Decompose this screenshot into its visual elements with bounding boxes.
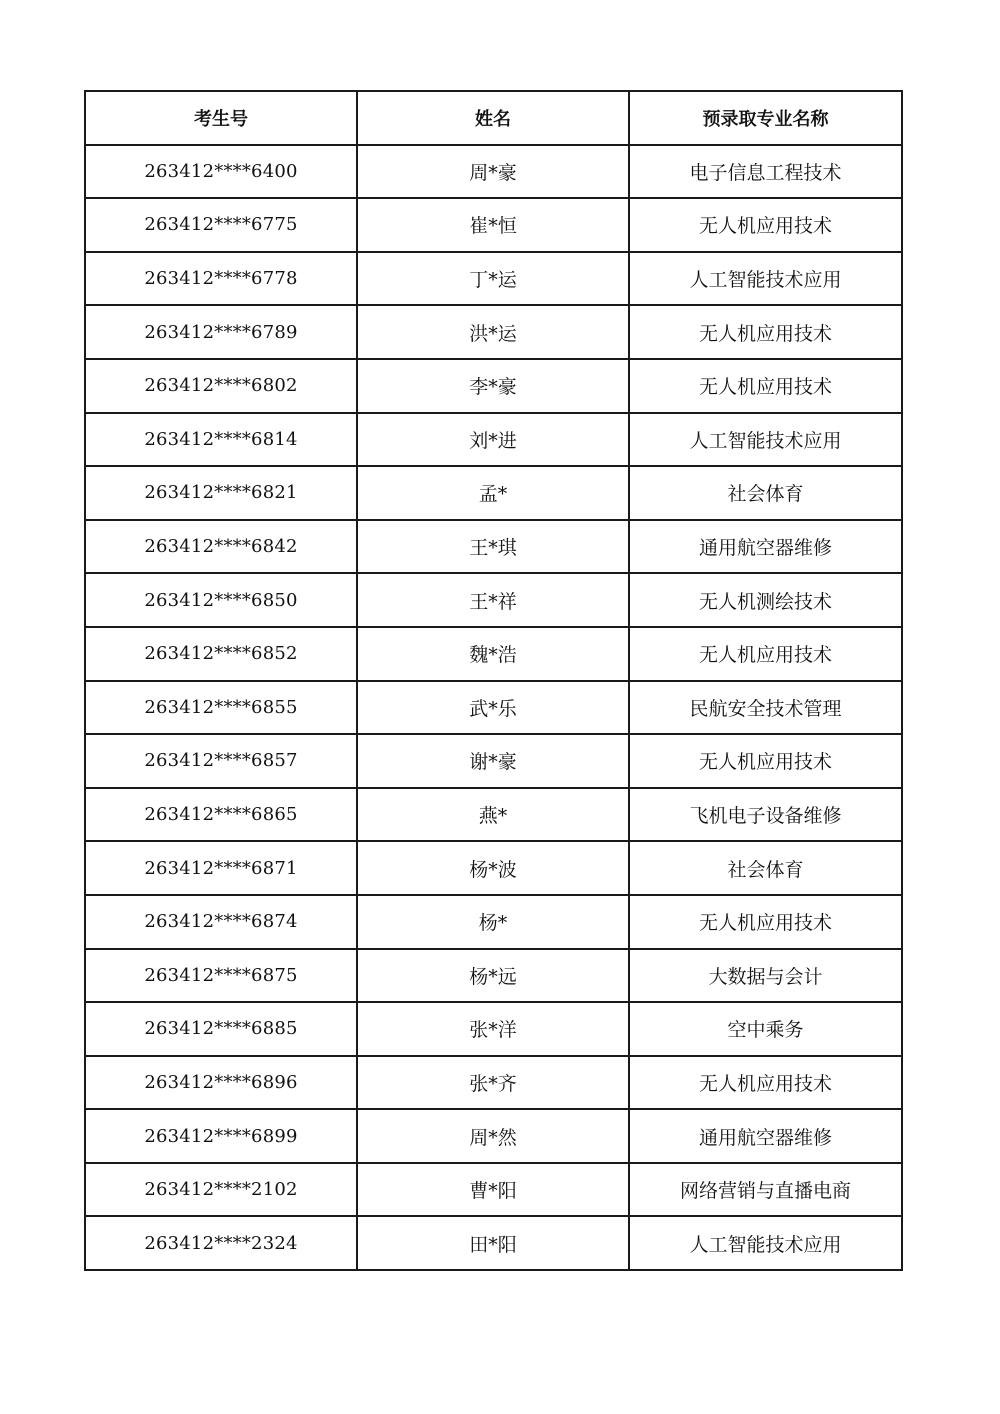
major-name-cell: 无人机应用技术	[629, 734, 902, 788]
table-row	[85, 734, 902, 788]
student-name-cell: 张*齐	[357, 1056, 629, 1110]
student-name-cell: 谢*豪	[357, 734, 629, 788]
major-name-cell: 网络营销与直播电商	[629, 1163, 902, 1217]
student-name-cell: 孟*	[357, 466, 629, 520]
exam-number-cell: 263412****6842	[85, 520, 357, 574]
major-name-cell: 无人机应用技术	[629, 359, 902, 413]
major-name-cell: 无人机测绘技术	[629, 573, 902, 627]
student-name-cell: 杨*	[357, 895, 629, 949]
exam-number-cell: 263412****6899	[85, 1109, 357, 1163]
exam-number-cell: 263412****6874	[85, 895, 357, 949]
major-name-cell: 飞机电子设备维修	[629, 788, 902, 842]
student-name-cell: 张*洋	[357, 1002, 629, 1056]
table-row	[85, 627, 902, 681]
exam-number-cell: 263412****6802	[85, 359, 357, 413]
student-name-cell: 洪*运	[357, 305, 629, 359]
table-row	[85, 573, 902, 627]
major-name-cell: 社会体育	[629, 841, 902, 895]
table-row	[85, 1216, 902, 1270]
student-name-cell: 周*然	[357, 1109, 629, 1163]
exam-number-cell: 263412****6850	[85, 573, 357, 627]
table-row	[85, 520, 902, 574]
exam-number-cell: 263412****6775	[85, 198, 357, 252]
student-name-cell: 李*豪	[357, 359, 629, 413]
exam-number-cell: 263412****6852	[85, 627, 357, 681]
student-name-cell: 田*阳	[357, 1216, 629, 1270]
table-row	[85, 145, 902, 199]
table-row	[85, 841, 902, 895]
student-name-cell: 曹*阳	[357, 1163, 629, 1217]
table-row	[85, 1002, 902, 1056]
table-row	[85, 252, 902, 306]
table-row	[85, 681, 902, 735]
exam-number-cell: 263412****6896	[85, 1056, 357, 1110]
exam-number-cell: 263412****6871	[85, 841, 357, 895]
exam-number-cell: 263412****6778	[85, 252, 357, 306]
table-row	[85, 466, 902, 520]
major-name-cell: 大数据与会计	[629, 949, 902, 1003]
table-row	[85, 895, 902, 949]
exam-number-cell: 263412****6789	[85, 305, 357, 359]
major-name-cell: 电子信息工程技术	[629, 145, 902, 199]
exam-number-cell: 263412****6865	[85, 788, 357, 842]
student-name-cell: 王*祥	[357, 573, 629, 627]
major-name-cell: 无人机应用技术	[629, 305, 902, 359]
header-major: 预录取专业名称	[629, 91, 902, 145]
table-row	[85, 305, 902, 359]
exam-number-cell: 263412****2324	[85, 1216, 357, 1270]
exam-number-cell: 263412****6814	[85, 413, 357, 467]
table-row	[85, 1056, 902, 1110]
student-name-cell: 刘*进	[357, 413, 629, 467]
exam-number-cell: 263412****6821	[85, 466, 357, 520]
major-name-cell: 社会体育	[629, 466, 902, 520]
major-name-cell: 人工智能技术应用	[629, 1216, 902, 1270]
table-row	[85, 359, 902, 413]
student-name-cell: 杨*波	[357, 841, 629, 895]
table-row	[85, 1163, 902, 1217]
major-name-cell: 民航安全技术管理	[629, 681, 902, 735]
student-name-cell: 魏*浩	[357, 627, 629, 681]
major-name-cell: 无人机应用技术	[629, 198, 902, 252]
major-name-cell: 人工智能技术应用	[629, 252, 902, 306]
table-body	[85, 145, 902, 1270]
student-name-cell: 丁*运	[357, 252, 629, 306]
student-name-cell: 周*豪	[357, 145, 629, 199]
table-header-row	[85, 91, 902, 145]
table-row	[85, 949, 902, 1003]
major-name-cell: 人工智能技术应用	[629, 413, 902, 467]
student-name-cell: 燕*	[357, 788, 629, 842]
student-name-cell: 崔*恒	[357, 198, 629, 252]
header-name: 姓名	[357, 91, 629, 145]
exam-number-cell: 263412****6400	[85, 145, 357, 199]
major-name-cell: 通用航空器维修	[629, 520, 902, 574]
table-row	[85, 1109, 902, 1163]
exam-number-cell: 263412****6855	[85, 681, 357, 735]
major-name-cell: 无人机应用技术	[629, 1056, 902, 1110]
exam-number-cell: 263412****6885	[85, 1002, 357, 1056]
student-name-cell: 杨*远	[357, 949, 629, 1003]
admission-table	[84, 90, 903, 1271]
major-name-cell: 空中乘务	[629, 1002, 902, 1056]
header-exam-number: 考生号	[85, 91, 357, 145]
exam-number-cell: 263412****6875	[85, 949, 357, 1003]
major-name-cell: 无人机应用技术	[629, 895, 902, 949]
major-name-cell: 无人机应用技术	[629, 627, 902, 681]
major-name-cell: 通用航空器维修	[629, 1109, 902, 1163]
table-row	[85, 198, 902, 252]
student-name-cell: 王*琪	[357, 520, 629, 574]
table-row	[85, 413, 902, 467]
exam-number-cell: 263412****2102	[85, 1163, 357, 1217]
student-name-cell: 武*乐	[357, 681, 629, 735]
table-row	[85, 788, 902, 842]
exam-number-cell: 263412****6857	[85, 734, 357, 788]
